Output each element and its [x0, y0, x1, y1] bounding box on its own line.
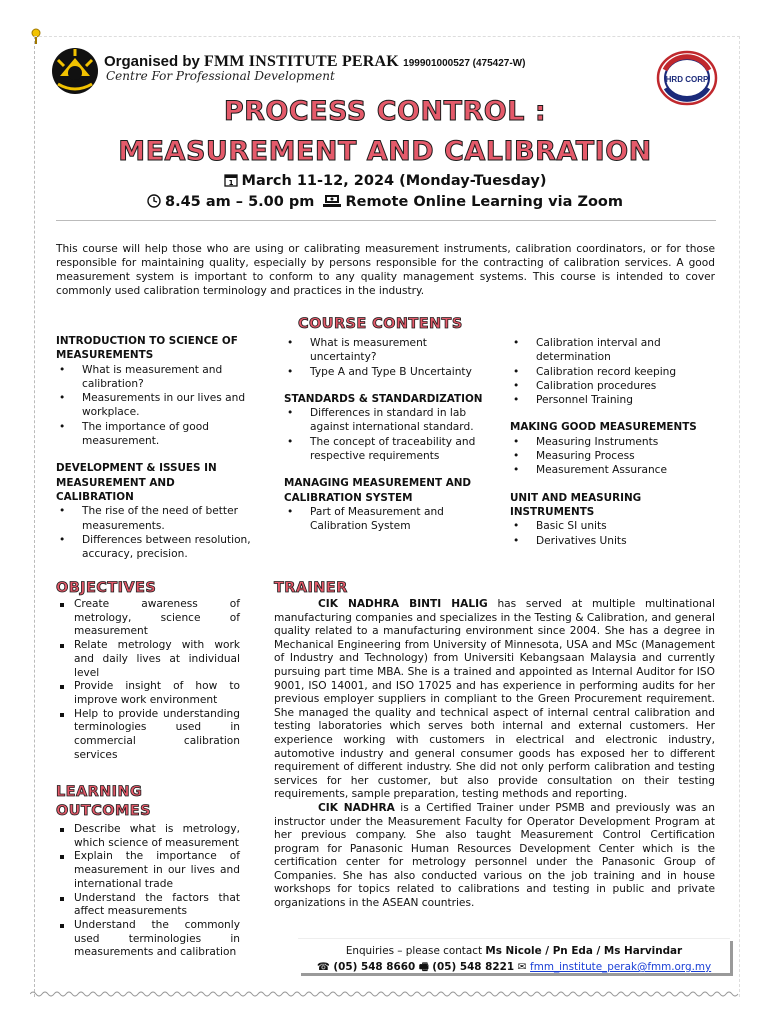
list-item: • Part of Measurement and Calibration System — [284, 505, 484, 534]
topic-list — [284, 505, 484, 534]
topic-list — [284, 406, 484, 463]
event-date-text: March 11-12, 2024 (Monday-Tuesday) — [241, 173, 547, 189]
list-item: • Measurement Assurance — [510, 463, 700, 477]
fax-number: (05) 548 8221 — [432, 961, 515, 973]
course-contents-column-2 — [284, 336, 484, 534]
topic-list — [510, 519, 700, 548]
list-item: • The importance of good measurement. — [56, 420, 256, 449]
course-contents-heading: COURSE CONTENTS — [298, 316, 463, 332]
topic-list — [56, 504, 256, 561]
fmm-logo-icon — [50, 46, 100, 96]
topic-heading: MAKING GOOD MEASUREMENTS — [510, 421, 697, 434]
topic-list — [56, 363, 256, 449]
event-time-mode — [0, 194, 770, 212]
trainer-bio-paragraph: CIK NADHRA BINTI HALIG has served at multiple multinational manufacturing companies and specializes in the Testing & Calibration, and general quality related to a manufacturing environment since 2004. She has a degree in Mechanical Engineering from University of Minnesota, USA and MSc (Management of Industry and Technology) from Universiti Kebangsaan Malaysia and currently pursuing part time MBA. She is a trained and appointed as Internal Auditor for ISO 9001, ISO 14001, and ISO 17025 and has experience in performing audits for her previous employer suppliers in compliant to the Green Procurement requirement. She managed the quality and technical aspect of internal central calibration and testing laboratories which serves both internal and external customers. Her experience working with customers in electrical and electronic industry, automotive industry and general consumer goods has exposed her to different requirement of different industry. She did not only perform calibration and testing services for her customer, but also provide consultation on their testing requirements, sample preparation, testing methods and reporting. — [274, 598, 715, 801]
header-divider — [56, 220, 716, 221]
bottom-border-decoration — [30, 990, 742, 998]
enquiries-contacts: Ms Nicole / Pn Eda / Ms Harvindar — [485, 945, 683, 957]
list-item: • Differences between resolution, accuracy, precision. — [56, 533, 256, 562]
organised-by-label: Organised by — [104, 53, 200, 70]
enquiries-details-line — [298, 959, 730, 977]
enquiries-label: Enquiries – please contact — [345, 945, 483, 957]
topic-list — [284, 336, 484, 379]
learning-outcomes-heading-2: OUTCOMES — [56, 803, 151, 819]
course-introduction: This course will help those who are using or calibrating measurement instruments, calibration coordinators, or for those responsible for maintaining quality, especially by persons responsible for the contracting of calibration services. A good measurement system is important to conform to any quality management systems. This course is intended to cover commonly used calibration terminology and practices in the industry. — [56, 243, 715, 297]
enquiries-box — [298, 938, 730, 973]
enquiries-contact-line — [298, 945, 730, 957]
list-item: Understand the commonly used terminologies in measurements and calibration — [56, 919, 240, 960]
topic-heading: INTRODUCTION TO SCIENCE OF MEASUREMENTS — [56, 335, 238, 362]
svg-text:HRD CORP: HRD CORP — [665, 75, 709, 84]
list-item: • The concept of traceability and respective requirements — [284, 435, 484, 464]
objectives-list — [56, 598, 240, 762]
list-item: • Measuring Process — [510, 449, 700, 463]
event-time-text: 8.45 am – 5.00 pm — [165, 194, 315, 210]
list-item: • Measuring Instruments — [510, 435, 700, 449]
course-contents-column-1 — [56, 334, 256, 561]
objectives-heading: OBJECTIVES — [56, 580, 157, 596]
list-item: • Calibration interval and determination — [510, 336, 700, 365]
list-item: • Calibration record keeping — [510, 365, 700, 379]
registration-number: 199901000527 (475427-W) — [403, 58, 526, 69]
course-contents-column-3 — [510, 336, 700, 548]
list-item: • The rise of the need of better measurements. — [56, 504, 256, 533]
list-item: Help to provide understanding terminologies used in commercial calibration services — [56, 708, 240, 763]
calendar-icon — [224, 173, 238, 191]
list-item: Provide insight of how to improve work environment — [56, 680, 240, 707]
trainer-name: CIK NADHRA BINTI HALIG — [318, 598, 488, 610]
list-item: • Basic SI units — [510, 519, 700, 533]
list-item: Relate metrology with work and daily lives at individual level — [56, 639, 240, 680]
list-item: • Calibration procedures — [510, 379, 700, 393]
course-title-line-2: MEASUREMENT AND CALIBRATION — [118, 136, 652, 167]
topic-list — [510, 336, 700, 407]
event-date — [0, 173, 770, 191]
fax-icon: 🖷 — [418, 961, 429, 973]
list-item: • What is measurement uncertainty? — [284, 336, 484, 365]
phone-icon: ☎ — [316, 961, 330, 973]
topic-heading: UNIT AND MEASURING INSTRUMENTS — [510, 491, 642, 518]
trainer-bio — [274, 598, 715, 911]
online-class-icon — [323, 194, 341, 212]
list-item: • Derivatives Units — [510, 534, 700, 548]
trainer-name-short: CIK NADHRA — [318, 801, 395, 814]
list-item: • Personnel Training — [510, 393, 700, 407]
list-item: Understand the factors that affect measurements — [56, 892, 240, 919]
list-item: Describe what is metrology, which science of measurement — [56, 823, 240, 850]
email-icon: ✉ — [517, 961, 527, 973]
list-item: • Differences in standard in lab against international standard. — [284, 406, 484, 435]
list-item: Explain the importance of measurement in our lives and international trade — [56, 850, 240, 891]
clock-icon — [147, 194, 161, 212]
email-link[interactable]: fmm_institute_perak@fmm.org.my — [530, 961, 712, 973]
learning-outcomes-list — [56, 823, 240, 960]
list-item: • Measurements in our lives and workplace. — [56, 391, 256, 420]
list-item: • What is measurement and calibration? — [56, 363, 256, 392]
topic-heading: MANAGING MEASUREMENT AND CALIBRATION SYSTEM — [284, 477, 472, 504]
event-mode-text: Remote Online Learning via Zoom — [345, 194, 623, 210]
topic-heading: DEVELOPMENT & ISSUES IN MEASUREMENT AND CALIBRATION — [56, 462, 217, 503]
institute-name: FMM INSTITUTE PERAK — [204, 53, 399, 70]
svg-text:1: 1 — [228, 179, 233, 187]
phone-number[interactable]: (05) 548 8660 — [333, 961, 416, 973]
trainer-bio-paragraph: CIK NADHRA is a Certified Trainer under PSMB and previously was an instructor under the Measurement Faculty for Operator Development Program at her previous company. She also taught Measurement Control Certification program for Panasonic Human Resources Development Center which is the certification center for metrology personnel under the Panasonic Group of Companies. She has also conducted various on the job training and in house workshops for topics related to calibrations and testing in public and private organizations in the ASEAN countries. — [274, 801, 715, 910]
organiser-subtitle: Centre For Professional Development — [106, 69, 335, 83]
topic-heading: STANDARDS & STANDARDIZATION — [284, 392, 483, 405]
topic-list — [510, 435, 700, 478]
learning-outcomes-heading: LEARNING — [56, 784, 143, 800]
course-title-line-1: PROCESS CONTROL : — [223, 96, 547, 127]
list-item: • Type A and Type B Uncertainty — [284, 365, 484, 379]
trainer-heading: TRAINER — [274, 580, 348, 596]
list-item: Create awareness of metrology, science of measurement — [56, 598, 240, 639]
